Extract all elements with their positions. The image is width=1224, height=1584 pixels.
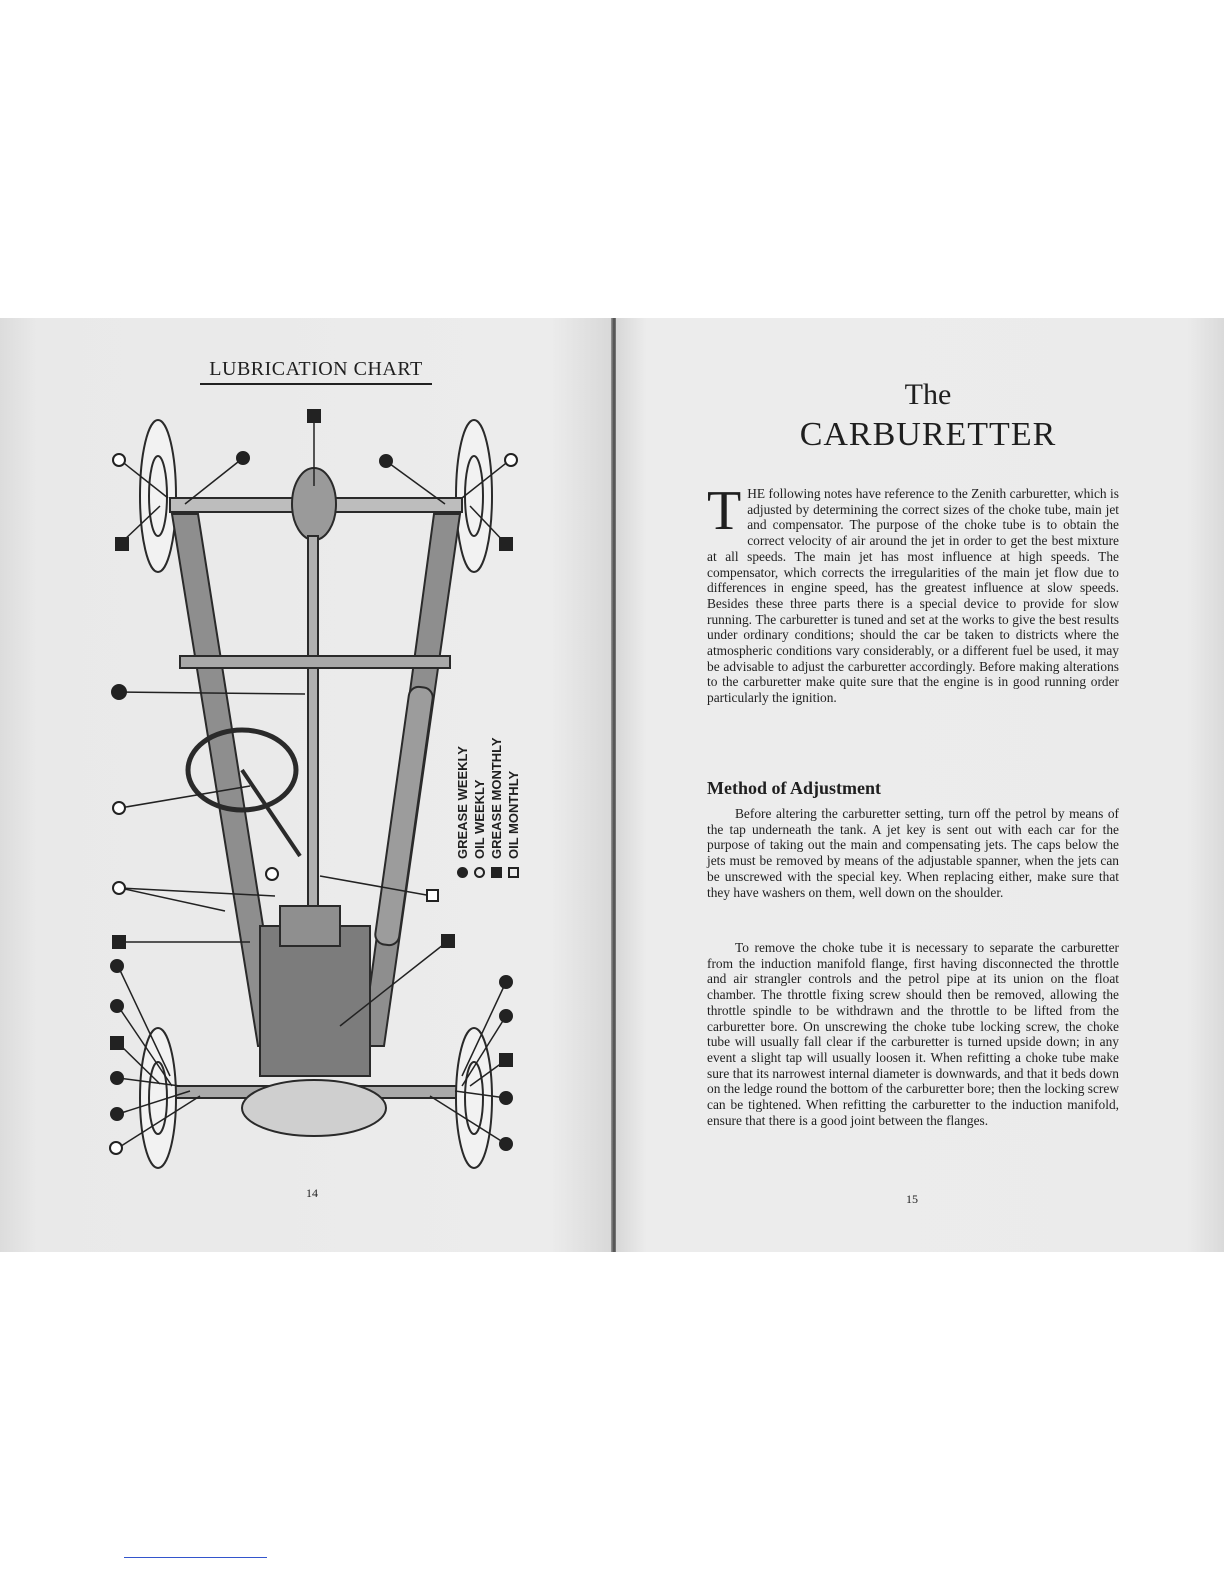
grease-weekly-marker — [500, 1138, 512, 1150]
intro-paragraph — [707, 480, 1119, 706]
oil-weekly-marker — [113, 802, 125, 814]
grease-weekly-marker — [111, 1108, 123, 1120]
rear-right-wheel — [456, 420, 492, 572]
grease-monthly-marker — [111, 1037, 123, 1049]
chapter-title: CARBURETTER — [799, 416, 1057, 453]
page-number-left: 14 — [306, 1186, 318, 1200]
grease-monthly-marker — [308, 410, 320, 422]
filled-circle-icon — [457, 867, 468, 878]
grease-weekly-marker — [500, 1092, 512, 1104]
grease-monthly-marker — [500, 1054, 512, 1066]
filled-square-icon — [491, 867, 502, 878]
oil-weekly-marker — [113, 882, 125, 894]
chapter-title-the: The — [904, 378, 952, 411]
intro-paragraph-text: HE following notes have reference to the Zenith carburetter, which is adjusted by determining the correct sizes of the choke tube, main jet and compensator. The purpose of the choke tube is to obtain the correct velocity of air around the jet in order to get the best mixture at all speeds. The main jet has most influence at high speeds. The compensator, which corrects the irregularities of the main jet flow due to differences in engine speed, has the greatest influence at slow speeds. Besides these three parts there is a special device to provide for slow running. The carburetter is tuned and set at the works to give the best results under ordinary conditions; should the car be taken to districts where the atmospheric conditions vary considerably, or a different fuel be used, it may be advisable to adjust the carburetter accordingly. Before making alterations to the carburetter make quite sure that the engine is in good running order particularly the ignition. — [707, 486, 1119, 706]
grease-weekly-marker — [237, 452, 249, 464]
open-circle-icon — [474, 867, 485, 878]
rear-left-wheel — [140, 420, 176, 572]
legend-label: OIL MONTHLY — [506, 770, 521, 859]
lubrication-chart-title: LUBRICATION CHART — [200, 358, 432, 385]
sump — [242, 1080, 386, 1136]
oil-weekly-marker — [113, 454, 125, 466]
grease-weekly-marker — [111, 1000, 123, 1012]
left-page — [0, 318, 612, 1252]
oil-weekly-marker — [266, 868, 278, 880]
grease-weekly-marker — [111, 1072, 123, 1084]
page-number-right: 15 — [906, 1192, 918, 1206]
grease-weekly-marker — [380, 455, 392, 467]
grease-weekly-marker — [500, 976, 512, 988]
propeller-shaft — [308, 536, 318, 956]
oil-weekly-marker — [110, 1142, 122, 1154]
oil-monthly-marker — [427, 890, 438, 901]
grease-monthly-marker — [113, 936, 125, 948]
grease-monthly-marker — [500, 538, 512, 550]
legend-item — [488, 708, 505, 878]
chart-legend — [454, 708, 524, 878]
cross-member — [180, 656, 450, 668]
grease-monthly-marker — [116, 538, 128, 550]
open-square-icon — [508, 867, 519, 878]
oil-weekly-marker — [505, 454, 517, 466]
engine-block — [260, 926, 370, 1076]
adjustment-paragraph-1: Before altering the carburetter setting, turn off the petrol by means of the tap underneath the tank. A jet key is sent out with each car for the purpose of taking out the main and compensating jets. The caps below the jets must be removed by means of the adjustable spanner, when the jets can be unscrewed with the special key. When replacing either, make sure that they have washers on them, well down on the shoulder. — [707, 806, 1119, 900]
drop-cap: T — [707, 480, 742, 542]
section-heading: Method of Adjustment — [707, 778, 881, 798]
grease-weekly-marker — [111, 960, 123, 972]
grease-monthly-marker — [442, 935, 454, 947]
adjustment-paragraph-2: To remove the choke tube it is necessary to separate the carburetter from the induction manifold flange, first having disconnected the throttle and air strangler controls and the petrol pipe at its union on the float chamber. The throttle fixing screw should then be removed, allowing the throttle spindle to be withdrawn and the throttle to be lifted from the carburetter bore. On unscrewing the choke tube locking screw, the choke tube will usually fall clear if the carburetter is turned upside down; in any event a slight tap will usually loosen it. When refitting a choke tube make sure that its narrowest internal diameter is downwards, and that it beds down on the ledge round the bottom of the carburetter bore; then the locking screw can be tightened. When refitting the carburetter to the induction manifold, ensure that there is a good joint between the flanges. — [707, 940, 1119, 1128]
grease-weekly-marker — [500, 1010, 512, 1022]
legend-label: OIL WEEKLY — [472, 779, 487, 859]
legend-label: GREASE WEEKLY — [455, 746, 470, 859]
grease-weekly-marker — [112, 685, 126, 699]
legend-item — [471, 708, 488, 878]
footer-link-underline — [124, 1557, 267, 1558]
exhaust-pipe — [374, 686, 434, 947]
legend-label: GREASE MONTHLY — [489, 737, 504, 859]
legend-item — [454, 708, 471, 878]
legend-item — [505, 708, 522, 878]
